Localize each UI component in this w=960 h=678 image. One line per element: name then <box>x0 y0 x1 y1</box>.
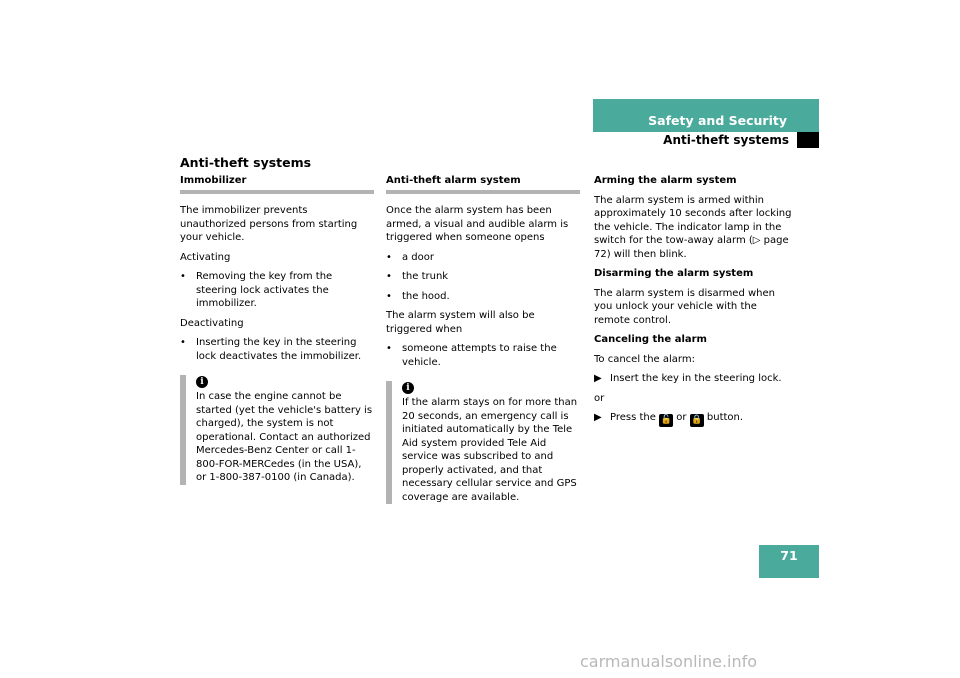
arming-heading: Arming the alarm system <box>594 175 737 186</box>
info-icon: i <box>196 376 208 388</box>
alarm-also-item: • someone attempts to raise the vehicle. <box>386 343 557 368</box>
arming-text: The alarm system is armed within approximately 10 seconds after locking the vehicle. The indicator lamp in the switch for the tow-away alarm (▷ page 72) will then blink. <box>594 194 792 260</box>
canceling-step-1: ▶ Insert the key in the steering lock. <box>594 373 782 384</box>
header-marker <box>797 132 819 148</box>
bullet: • <box>386 251 392 263</box>
alarm-heading: Anti-theft alarm system <box>386 174 580 194</box>
arrow-icon: ▶ <box>594 373 602 384</box>
canceling-step-2: ▶ Press the 🔓 or 🔒 button. <box>594 412 744 425</box>
disarming-heading: Disarming the alarm system <box>594 268 754 279</box>
deactivating-label: Deactivating <box>180 317 244 329</box>
subsection-title: Anti-theft systems <box>663 133 789 147</box>
activating-label: Activating <box>180 251 231 263</box>
bullet: • <box>180 271 186 282</box>
alarm-item: • the trunk <box>386 271 449 282</box>
immobilizer-heading: Immobilizer <box>180 174 374 194</box>
canceling-heading: Canceling the alarm <box>594 334 707 345</box>
immobilizer-note-text: In case the engine cannot be started (yet the vehicle's battery is charged), the system is not operational. Contact an authorized Mercedes-Benz Center or call 1-800-FOR-MERCedes (in the USA), or 1-800-387-0100 (in Canada). <box>196 391 373 483</box>
alarm-note <box>386 381 580 504</box>
canceling-intro: To cancel the alarm: <box>594 353 695 365</box>
canceling-or: or <box>594 392 605 404</box>
section-header <box>593 99 819 132</box>
bullet: • <box>386 290 392 302</box>
watermark: carmanualsonline.info <box>580 652 758 671</box>
activating-item: • Removing the key from the steering lock activates the immobilizer. <box>180 271 333 309</box>
immobilizer-intro: The immobilizer prevents unauthorized persons from starting your vehicle. <box>180 205 358 243</box>
arrow-icon: ▶ <box>594 412 602 423</box>
section-title: Safety and Security <box>648 113 787 128</box>
page-title: Anti-theft systems <box>180 155 312 170</box>
immobilizer-note <box>180 375 374 485</box>
alarm-column <box>386 174 580 504</box>
arming-column <box>594 174 794 433</box>
alarm-item: • a door <box>386 251 435 263</box>
deactivating-item: • Inserting the key in the steering lock deactivates the immobilizer. <box>180 337 362 362</box>
alarm-also: The alarm system will also be triggered when <box>386 310 535 335</box>
info-icon: i <box>402 382 414 394</box>
immobilizer-column <box>180 174 374 485</box>
alarm-item: • the hood. <box>386 290 450 302</box>
bullet: • <box>180 337 186 348</box>
disarming-text: The alarm system is disarmed when you unlock your vehicle with the remote control. <box>594 287 775 326</box>
alarm-note-text: If the alarm stays on for more than 20 seconds, an emergency call is initiated automatically by the Tele Aid system provided Tele Aid service was subscribed to and properly activated, and that necessary cellular service and GPS coverage are available. <box>402 397 578 503</box>
alarm-intro: Once the alarm system has been armed, a visual and audible alarm is triggered when someone opens <box>386 205 569 243</box>
lock-button-icon: 🔒 <box>691 415 703 425</box>
page-number: 71 <box>759 545 819 578</box>
unlock-button-icon: 🔓 <box>660 415 672 425</box>
bullet: • <box>386 271 392 282</box>
bullet: • <box>386 343 392 354</box>
